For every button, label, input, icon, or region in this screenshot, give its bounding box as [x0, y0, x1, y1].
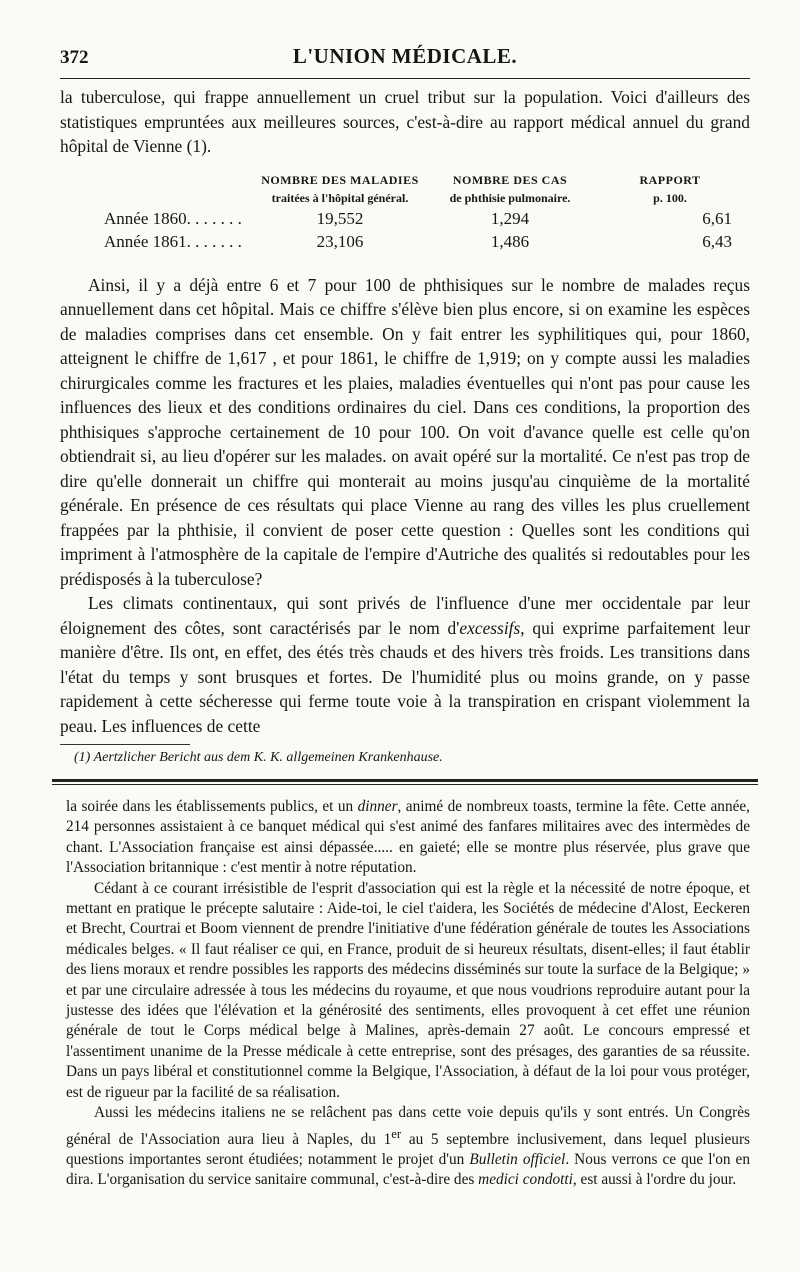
statistics-table [60, 171, 750, 253]
row-label: Année 1860. . . . . . . [104, 208, 242, 228]
cell-maladies: 19,552 [316, 208, 364, 228]
table-row [60, 230, 750, 253]
header-rule [60, 78, 750, 79]
cell-cas: 1,294 [490, 208, 530, 228]
italic-term: excessifs [459, 617, 521, 638]
feuilleton-body [60, 797, 750, 1191]
table-row [60, 207, 750, 230]
footnote-rule [60, 744, 190, 745]
cell-rapport: 6,61 [702, 208, 732, 228]
table-header [60, 171, 750, 207]
cell-maladies: 23,106 [316, 231, 364, 251]
paragraph: Les climats continentaux, qui sont privés de l'influence d'une mer occidentale par leur éloignement des côtes, sont caractérisés par le nom d'excessifs, qui exprime parfaitement leur manière d'être. Ils ont, en effet, des étés très chauds et des hivers très froids. Les transitions dans l'état du temps y sont brusques et fortes. De l'humidité plus ou moins grande, on y passe rapidement à cette sécheresse qui ferme toute voie à la transpiration en crispant violemment la peau. Les influences de cette [60, 593, 750, 736]
article-body [60, 85, 750, 767]
feuilleton-separator [52, 779, 758, 785]
journal-title: L'UNION MÉDICALE. [292, 44, 518, 68]
paragraph: Ainsi, il y a déjà entre 6 et 7 pour 100 de phthisiques sur le nombre de malades reçus annuellement dans cet hôpital. Mais ce chiffre s'élève bien plus encore, si on examine les espèces de maladies comprises dans cet ensemble. On y fait entrer les syphilitiques qui, pour 1860, atteignent le chiffre de 1,617 , et pour 1861, le chiffre de 1,919; on y compte aussi les maladies chirurgicales comme les fractures et les plaies, maladies éventuelles qui n'ont pas pour cause les influences des lieux et des conditions ordinaires du ciel. Dans ces conditions, la proportion des phthisiques s'approche certainement de 10 pour 100. On voit d'avance quelle est celle qu'on obtiendrait si, au lieu d'opérer sur les malades. on avait opéré sur la mortalité. Ce n'est pas trop de dire qu'elle donnerait un chiffre qui monterait au moins jusqu'au cinquième de la mortalité générale. En présence de ces résultats qui place Vienne au rang des villes les plus cruellement frappées par la phthisie, il convient de poser cette question : Quelles sont les conditions qui impriment à l'atmosphère de la capitale de l'empire d'Autriche des qualités si redoutables pour les prédisposés à la tuberculose? [60, 274, 750, 589]
paragraph: la soirée dans les établissements publics, et un dinner, animé de nombreux toasts, termine la fête. Cette année, 214 personnes assistaient à ce banquet médical qui s'est animé des fanfares militaires avec des intermèdes de chant. L'Association française est ainsi dépassée..... en gaieté; elle se montre plus réservée, plus grave que l'Association britannique : c'est mentir à notre réputation. [66, 798, 751, 877]
page-number: 372 [60, 47, 89, 68]
row-label: Année 1861. . . . . . . [104, 231, 242, 251]
cell-cas: 1,486 [490, 231, 530, 251]
column-header-cas: NOMBRE DES CAS de phthisie pulmonaire. [449, 172, 571, 205]
running-head [60, 44, 750, 74]
cell-rapport: 6,43 [702, 231, 732, 251]
column-header-rapport: RAPPORT p. 100. [639, 172, 701, 205]
paragraph: Aussi les médecins italiens ne se relâchent pas dans cette voie depuis qu'ils y sont entrés. Un Congrès général de l'Association aura lieu à Naples, du 1er au 5 septembre inclusivement, dans lequel plusieurs questions importantes seront étudiées; notamment le projet d'un Bulletin officiel. Nous verrons ce que l'on en dira. L'organisation du service sanitaire communal, c'est-à-dire des medici condotti, est aussi à l'ordre du jour. [66, 1104, 750, 1189]
intro-paragraph: la tuberculose, qui frappe annuellement un cruel tribut sur la population. Voici d'ailleurs des statistiques empruntées aux meilleures sources, c'est-à-dire au rapport médical annuel du grand hôpital de Vienne (1). [60, 87, 750, 156]
column-header-maladies: NOMBRE DES MALADIES traitées à l'hôpital général. [261, 172, 419, 205]
paragraph: Cédant à ce courant irrésistible de l'esprit d'association qui est la règle et la nécessité de notre époque, et mettant en pratique le précepte salutaire : Aide-toi, le ciel t'aidera, les Sociétés de médecine d'Alost, Eeckeren et Brecht, Courtrai et Boom viennent de prendre l'initiative d'une fédération générale de toutes les Associations médicales belges. « Il faut réaliser ce qui, en France, produit de si heureux résultats, disent-elles; il faut établir des liens moraux et rendre possibles les rapports des médecins disséminés sur toute la surface de la Belgique; » et par une circulaire adressée à tous les médecins du royaume, et que nous voudrions reproduire autant pour la justesse des idées que l'élévation et la générosité des sentiments, elles provoquent à cet effet une réunion générale de tout le Corps médical belge à Malines, après-demain 27 août. Le concours empressé et l'assentiment unanime de la Presse médicale à cette entreprise, sont des présages, des garanties de sa réussite. Dans un pays libéral et constitutionnel comme la Belgique, l'Association, à défaut de la loi pour vous protéger, est de rigueur par la facilité de sa réalisation. [66, 879, 750, 1101]
footnote: (1) Aertzlicher Bericht aus dem K. K. allgemeinen Krankenhause. [74, 750, 443, 765]
